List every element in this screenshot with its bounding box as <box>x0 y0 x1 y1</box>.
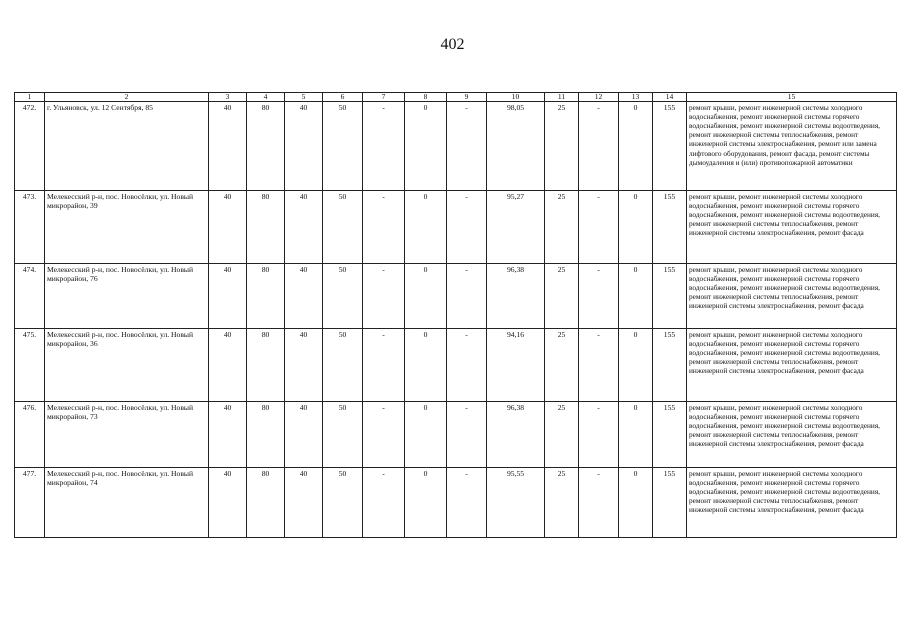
column-header: 11 <box>545 93 579 102</box>
table-cell: 96,38 <box>487 402 545 468</box>
table-cell: - <box>579 329 619 402</box>
column-header: 8 <box>405 93 447 102</box>
table-cell: 0 <box>619 402 653 468</box>
table-cell: 50 <box>323 191 363 264</box>
table-cell: 40 <box>285 102 323 191</box>
column-header: 2 <box>45 93 209 102</box>
table-cell: - <box>579 102 619 191</box>
table-row <box>15 102 897 191</box>
table-cell: - <box>579 191 619 264</box>
table-cell: 40 <box>285 264 323 329</box>
table-cell: 80 <box>247 468 285 538</box>
table-cell: 0 <box>619 264 653 329</box>
table-cell: 95,55 <box>487 468 545 538</box>
row-number: 472. <box>15 102 45 191</box>
table-cell: 98,05 <box>487 102 545 191</box>
column-header: 4 <box>247 93 285 102</box>
table-cell: 0 <box>619 191 653 264</box>
table-cell: 25 <box>545 468 579 538</box>
table-cell: - <box>363 191 405 264</box>
column-header: 14 <box>653 93 687 102</box>
table-cell: 0 <box>405 329 447 402</box>
table-cell: 0 <box>405 191 447 264</box>
table-cell: 0 <box>405 102 447 191</box>
table-cell: 25 <box>545 191 579 264</box>
table-cell: 96,38 <box>487 264 545 329</box>
table-row <box>15 329 897 402</box>
column-header: 10 <box>487 93 545 102</box>
table-cell: - <box>363 264 405 329</box>
table-cell: 25 <box>545 329 579 402</box>
address-cell: Мелекесский р-н, пос. Новосёлки, ул. Новый микрорайон, 39 <box>45 191 209 264</box>
table-cell: 50 <box>323 468 363 538</box>
table-cell: 50 <box>323 329 363 402</box>
table-cell: - <box>579 402 619 468</box>
table-cell: 0 <box>405 468 447 538</box>
table-cell: 0 <box>619 329 653 402</box>
table-cell: 40 <box>285 329 323 402</box>
row-number: 475. <box>15 329 45 402</box>
table-cell: 80 <box>247 264 285 329</box>
works-cell: ремонт крыши, ремонт инженерной системы холодного водоснабжения, ремонт инженерной системы горячего водоснабжения, ремонт инженерной системы водоотведения, ремонт инженерной системы теплоснабжения, ремонт инженерной системы электроснабжения, ремонт фасада <box>687 191 897 264</box>
row-number: 473. <box>15 191 45 264</box>
column-header: 6 <box>323 93 363 102</box>
table-cell: 94,16 <box>487 329 545 402</box>
table-cell: 80 <box>247 102 285 191</box>
table-cell: 155 <box>653 329 687 402</box>
table-cell: 0 <box>619 468 653 538</box>
table-cell: - <box>447 468 487 538</box>
table-cell: 40 <box>209 402 247 468</box>
table-cell: 40 <box>209 329 247 402</box>
works-cell: ремонт крыши, ремонт инженерной системы холодного водоснабжения, ремонт инженерной системы горячего водоснабжения, ремонт инженерной системы водоотведения, ремонт инженерной системы теплоснабжения, ремонт инженерной системы электроснабжения, ремонт фасада <box>687 329 897 402</box>
works-cell: ремонт крыши, ремонт инженерной системы холодного водоснабжения, ремонт инженерной системы горячего водоснабжения, ремонт инженерной системы водоотведения, ремонт инженерной системы теплоснабжения, ремонт инженерной системы электроснабжения, ремонт фасада <box>687 402 897 468</box>
table-cell: - <box>447 329 487 402</box>
table-row <box>15 402 897 468</box>
table-cell: 50 <box>323 264 363 329</box>
table-cell: - <box>363 102 405 191</box>
table-cell: 50 <box>323 402 363 468</box>
header-row <box>15 93 897 102</box>
table-cell: - <box>363 329 405 402</box>
table-cell: 155 <box>653 468 687 538</box>
column-header: 12 <box>579 93 619 102</box>
column-header: 5 <box>285 93 323 102</box>
column-header: 3 <box>209 93 247 102</box>
address-cell: г. Ульяновск, ул. 12 Сентября, 85 <box>45 102 209 191</box>
table-cell: 155 <box>653 264 687 329</box>
table-cell: 40 <box>209 102 247 191</box>
works-cell: ремонт крыши, ремонт инженерной системы холодного водоснабжения, ремонт инженерной системы горячего водоснабжения, ремонт инженерной системы водоотведения, ремонт инженерной системы теплоснабжения, ремонт инженерной системы электроснабжения, ремонт фасада <box>687 264 897 329</box>
table-cell: 155 <box>653 102 687 191</box>
table-cell: - <box>447 264 487 329</box>
table-cell: 0 <box>619 102 653 191</box>
table-cell: 95,27 <box>487 191 545 264</box>
table-cell: 50 <box>323 102 363 191</box>
table-cell: - <box>447 102 487 191</box>
column-header: 1 <box>15 93 45 102</box>
table-cell: 40 <box>285 191 323 264</box>
table-row <box>15 191 897 264</box>
table-cell: 25 <box>545 102 579 191</box>
table-cell: - <box>447 191 487 264</box>
table-cell: - <box>579 468 619 538</box>
column-header: 15 <box>687 93 897 102</box>
table-cell: 80 <box>247 402 285 468</box>
table-row <box>15 264 897 329</box>
table-cell: - <box>363 402 405 468</box>
table-cell: 25 <box>545 402 579 468</box>
column-header: 9 <box>447 93 487 102</box>
works-cell: ремонт крыши, ремонт инженерной системы холодного водоснабжения, ремонт инженерной системы горячего водоснабжения, ремонт инженерной системы водоотведения, ремонт инженерной системы теплоснабжения, ремонт инженерной системы электроснабжения, ремонт фасада <box>687 468 897 538</box>
table-cell: 80 <box>247 329 285 402</box>
column-header: 7 <box>363 93 405 102</box>
works-cell: ремонт крыши, ремонт инженерной системы холодного водоснабжения, ремонт инженерной системы горячего водоснабжения, ремонт инженерной системы водоотведения, ремонт инженерной системы теплоснабжения, ремонт инженерной системы электроснабжения, ремонт или замена лифтового оборудования, ремонт фасада, ремонт системы дымоудаления и (или) противопожарной автоматики <box>687 102 897 191</box>
address-cell: Мелекесский р-н, пос. Новосёлки, ул. Новый микрорайон, 73 <box>45 402 209 468</box>
table-cell: 40 <box>209 468 247 538</box>
table-cell: 40 <box>285 468 323 538</box>
table-cell: - <box>363 468 405 538</box>
table-cell: 25 <box>545 264 579 329</box>
row-number: 476. <box>15 402 45 468</box>
address-cell: Мелекесский р-н, пос. Новосёлки, ул. Новый микрорайон, 36 <box>45 329 209 402</box>
table-cell: 80 <box>247 191 285 264</box>
table-cell: 155 <box>653 402 687 468</box>
page-number: 402 <box>440 36 465 53</box>
table-cell: 40 <box>285 402 323 468</box>
address-cell: Мелекесский р-н, пос. Новосёлки, ул. Новый микрорайон, 76 <box>45 264 209 329</box>
table-cell: - <box>447 402 487 468</box>
table-cell: 0 <box>405 264 447 329</box>
table-cell: 40 <box>209 191 247 264</box>
row-number: 474. <box>15 264 45 329</box>
table-cell: - <box>579 264 619 329</box>
table-row <box>15 468 897 538</box>
table-cell: 40 <box>209 264 247 329</box>
row-number: 477. <box>15 468 45 538</box>
repair-program-table <box>14 92 897 538</box>
address-cell: Мелекесский р-н, пос. Новосёлки, ул. Новый микрорайон, 74 <box>45 468 209 538</box>
table-cell: 155 <box>653 191 687 264</box>
column-header: 13 <box>619 93 653 102</box>
table-cell: 0 <box>405 402 447 468</box>
